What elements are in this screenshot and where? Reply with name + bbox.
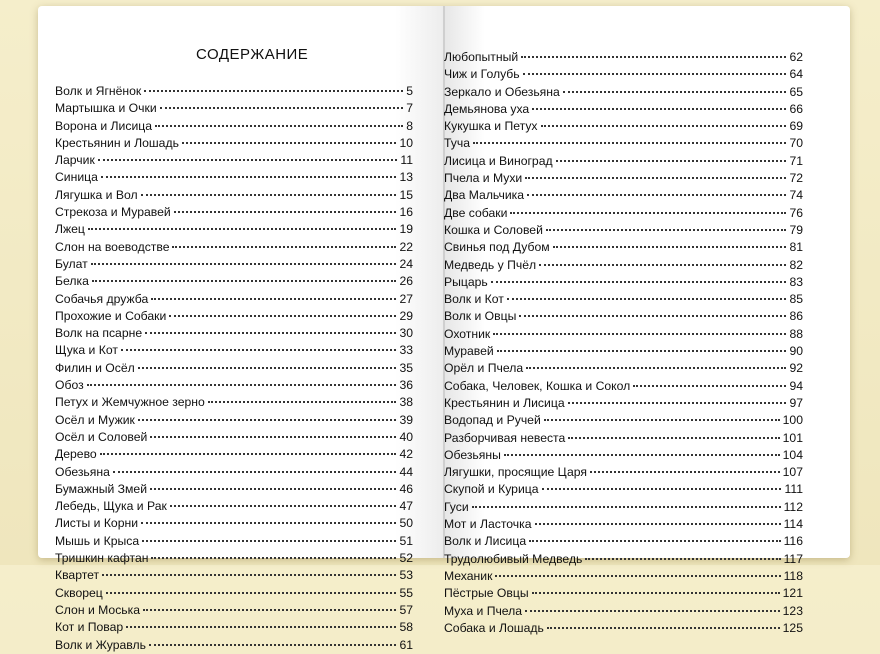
toc-entry-title: Водопад и Ручей xyxy=(444,413,541,428)
toc-entry xyxy=(444,66,803,83)
toc-dot-leader xyxy=(491,281,787,283)
toc-entry xyxy=(444,49,803,66)
toc-dot-leader xyxy=(546,229,787,231)
toc-entry xyxy=(444,291,803,308)
toc-entry-page: 121 xyxy=(782,586,803,601)
toc-entry-page: 35 xyxy=(399,360,413,375)
toc-dot-leader xyxy=(525,177,786,179)
toc-entry xyxy=(55,464,413,481)
toc-entry-title: Обезьяны xyxy=(444,447,501,462)
toc-entry-page: 52 xyxy=(399,551,413,566)
toc-entry xyxy=(55,429,413,446)
toc-entry xyxy=(444,274,803,291)
toc-entry xyxy=(444,239,803,256)
toc-entry-title: Мартышка и Очки xyxy=(55,101,157,116)
toc-dot-leader xyxy=(143,609,396,611)
toc-entry-page: 36 xyxy=(399,378,413,393)
toc-entry-page: 42 xyxy=(399,447,413,462)
toc-dot-leader xyxy=(138,367,397,369)
toc-entry-title: Пёстрые Овцы xyxy=(444,586,529,601)
toc-dot-leader xyxy=(507,298,787,300)
toc-dot-leader xyxy=(174,211,397,213)
toc-dot-leader xyxy=(160,107,404,109)
toc-entry-title: Пчела и Мухи xyxy=(444,171,523,186)
toc-dot-leader xyxy=(150,488,396,490)
toc-entry-page: 104 xyxy=(782,447,803,462)
toc-dot-leader xyxy=(88,228,397,230)
toc-entry xyxy=(55,394,413,411)
toc-entry-page: 70 xyxy=(789,136,803,151)
toc-entry-page: 76 xyxy=(789,205,803,220)
toc-entry-page: 33 xyxy=(399,343,413,358)
toc-dot-leader xyxy=(101,176,397,178)
toc-entry xyxy=(444,135,803,152)
toc-entry-page: 15 xyxy=(399,187,413,202)
toc-entry-title: Гуси xyxy=(444,499,469,514)
toc-entry-page: 88 xyxy=(789,326,803,341)
toc-entry-title: Трудолюбивый Медведь xyxy=(444,551,583,566)
toc-dot-leader xyxy=(87,384,397,386)
toc-entry-page: 30 xyxy=(399,326,413,341)
toc-entry-page: 13 xyxy=(399,170,413,185)
toc-entry-page: 55 xyxy=(399,585,413,600)
toc-entry-page: 85 xyxy=(789,292,803,307)
toc-entry-page: 100 xyxy=(782,413,803,428)
toc-entry-page: 71 xyxy=(789,153,803,168)
toc-entry-page: 5 xyxy=(406,84,413,98)
toc-entry xyxy=(444,101,803,118)
toc-entry xyxy=(444,222,803,239)
toc-entry-title: Кошка и Соловей xyxy=(444,222,543,237)
toc-dot-leader xyxy=(182,142,397,144)
toc-entry-title: Щука и Кот xyxy=(55,343,118,358)
toc-entry-page: 83 xyxy=(789,274,803,289)
toc-entry-title: Скупой и Курица xyxy=(444,482,539,497)
toc-list-left xyxy=(55,83,413,654)
toc-entry-title: Два Мальчика xyxy=(444,188,525,203)
toc-entry-title: Волк на псарне xyxy=(55,326,143,341)
toc-dot-leader xyxy=(144,90,403,92)
toc-entry-title: Кукушка и Петух xyxy=(444,119,538,134)
toc-entry-title: Мышь и Крыса xyxy=(55,533,140,548)
toc-dot-leader xyxy=(145,332,396,334)
toc-entry-title: Дерево xyxy=(55,447,97,462)
toc-entry-title: Мот и Ласточка xyxy=(444,517,532,532)
toc-entry-title: Стрекоза и Муравей xyxy=(55,205,171,220)
toc-entry xyxy=(55,481,413,498)
toc-entry xyxy=(55,100,413,117)
toc-dot-leader xyxy=(172,246,396,248)
toc-entry xyxy=(55,446,413,463)
toc-entry-page: 10 xyxy=(399,135,413,150)
toc-dot-leader xyxy=(113,471,397,473)
toc-entry xyxy=(55,377,413,394)
toc-entry-page: 62 xyxy=(789,50,803,64)
toc-dot-leader xyxy=(121,349,397,351)
toc-entry xyxy=(55,308,413,325)
toc-dot-leader xyxy=(149,644,396,646)
toc-entry-page: 53 xyxy=(399,568,413,583)
toc-entry xyxy=(444,620,803,637)
toc-entry-title: Зеркало и Обезьяна xyxy=(444,84,560,99)
toc-entry-page: 16 xyxy=(399,205,413,220)
toc-entry xyxy=(444,205,803,222)
toc-entry xyxy=(55,412,413,429)
toc-entry xyxy=(55,619,413,636)
toc-entry-title: Лжец xyxy=(55,222,85,237)
toc-dot-leader xyxy=(91,263,397,265)
toc-entry xyxy=(55,291,413,308)
toc-dot-leader xyxy=(529,540,780,542)
toc-dot-leader xyxy=(556,160,787,162)
toc-entry-page: 101 xyxy=(782,430,803,445)
toc-dot-leader xyxy=(568,437,779,439)
toc-entry-page: 112 xyxy=(783,499,803,514)
toc-dot-leader xyxy=(100,453,397,455)
toc-dot-leader xyxy=(547,627,780,629)
toc-dot-leader xyxy=(544,419,780,421)
toc-entry xyxy=(55,239,413,256)
toc-entry-title: Тришкин кафтан xyxy=(55,551,149,566)
toc-entry-page: 50 xyxy=(399,516,413,531)
toc-entry-title: Туча xyxy=(444,136,470,151)
toc-entry-page: 82 xyxy=(789,257,803,272)
toc-dot-leader xyxy=(155,125,403,127)
toc-entry-title: Медведь у Пчёл xyxy=(444,257,537,272)
toc-entry-title: Демьянова уха xyxy=(444,101,530,116)
toc-entry-title: Кот и Повар xyxy=(55,620,124,635)
toc-entry xyxy=(55,118,413,135)
toc-entry xyxy=(55,567,413,584)
toc-entry-title: Чиж и Голубь xyxy=(444,67,520,82)
toc-dot-leader xyxy=(590,471,780,473)
toc-dot-leader xyxy=(473,142,786,144)
toc-entry-title: Листы и Корни xyxy=(55,516,139,531)
toc-entry-title: Волк и Лисица xyxy=(444,534,527,549)
toc-entry xyxy=(444,447,803,464)
toc-dot-leader xyxy=(568,402,787,404)
toc-entry-title: Разборчивая невеста xyxy=(444,430,566,445)
toc-entry-page: 19 xyxy=(399,222,413,237)
toc-dot-leader xyxy=(208,401,397,403)
toc-dot-leader xyxy=(527,194,786,196)
toc-dot-leader xyxy=(497,350,787,352)
toc-entry-title: Волк и Ягнёнок xyxy=(55,84,142,98)
toc-dot-leader xyxy=(539,264,786,266)
toc-dot-leader xyxy=(542,488,782,490)
toc-entry-title: Лебедь, Щука и Рак xyxy=(55,499,167,514)
toc-entry-page: 66 xyxy=(789,101,803,116)
toc-entry-title: Ларчик xyxy=(55,153,95,168)
toc-entry xyxy=(55,602,413,619)
toc-entry-page: 125 xyxy=(782,620,803,635)
toc-entry xyxy=(444,533,803,550)
toc-dot-leader xyxy=(126,626,396,628)
toc-entry-page: 39 xyxy=(399,412,413,427)
toc-entry xyxy=(55,256,413,273)
toc-entry xyxy=(444,499,803,516)
toc-dot-leader xyxy=(151,557,396,559)
toc-entry-title: Ворона и Лисица xyxy=(55,118,153,133)
toc-dot-leader xyxy=(169,315,396,317)
toc-dot-leader xyxy=(141,194,397,196)
toc-entry xyxy=(444,430,803,447)
toc-entry-page: 64 xyxy=(789,67,803,82)
toc-entry xyxy=(444,257,803,274)
toc-entry-page: 65 xyxy=(789,84,803,99)
toc-entry xyxy=(55,533,413,550)
toc-entry-page: 114 xyxy=(783,517,803,532)
toc-dot-leader xyxy=(526,367,786,369)
toc-entry-title: Муха и Пчела xyxy=(444,603,523,618)
toc-dot-leader xyxy=(92,280,397,282)
toc-entry-page: 26 xyxy=(399,274,413,289)
toc-entry-page: 72 xyxy=(789,171,803,186)
toc-dot-leader xyxy=(138,419,397,421)
toc-dot-leader xyxy=(141,522,396,524)
toc-dot-leader xyxy=(585,558,780,560)
toc-dot-leader xyxy=(553,246,787,248)
toc-entry xyxy=(444,153,803,170)
toc-entry-page: 97 xyxy=(789,395,803,410)
toc-entry-page: 57 xyxy=(399,602,413,617)
toc-entry-title: Синица xyxy=(55,170,98,185)
toc-entry-title: Осёл и Мужик xyxy=(55,412,135,427)
toc-entry xyxy=(444,412,803,429)
toc-entry xyxy=(55,360,413,377)
toc-entry xyxy=(55,273,413,290)
toc-entry-title: Слон на воеводстве xyxy=(55,239,170,254)
toc-entry-title: Скворец xyxy=(55,585,103,600)
toc-entry xyxy=(55,221,413,238)
toc-entry xyxy=(55,637,413,654)
toc-entry-page: 38 xyxy=(399,395,413,410)
toc-dot-leader xyxy=(523,73,787,75)
toc-entry-page: 44 xyxy=(399,464,413,479)
toc-entry-title: Прохожие и Собаки xyxy=(55,308,167,323)
toc-dot-leader xyxy=(510,212,786,214)
toc-entry-page: 58 xyxy=(399,620,413,635)
toc-entry xyxy=(55,204,413,221)
toc-dot-leader xyxy=(532,108,786,110)
toc-entry-title: Орёл и Пчела xyxy=(444,361,524,376)
toc-entry-page: 118 xyxy=(783,568,803,583)
toc-entry xyxy=(55,135,413,152)
toc-entry xyxy=(55,83,413,100)
toc-entry-page: 29 xyxy=(399,308,413,323)
toc-dot-leader xyxy=(472,506,781,508)
toc-entry xyxy=(444,343,803,360)
toc-entry-title: Две собаки xyxy=(444,205,508,220)
toc-entry-title: Собачья дружба xyxy=(55,291,149,306)
toc-entry-title: Муравей xyxy=(444,344,494,359)
toc-dot-leader xyxy=(541,125,787,127)
toc-entry-page: 8 xyxy=(406,118,413,133)
toc-entry-title: Лягушка и Вол xyxy=(55,187,138,202)
toc-entry-page: 61 xyxy=(399,637,413,652)
toc-entry-title: Осёл и Соловей xyxy=(55,429,148,444)
toc-entry-page: 90 xyxy=(789,344,803,359)
toc-entry-page: 47 xyxy=(399,499,413,514)
toc-entry xyxy=(444,187,803,204)
toc-entry-title: Любопытный xyxy=(444,50,519,64)
toc-entry-title: Бумажный Змей xyxy=(55,481,148,496)
toc-entry-page: 94 xyxy=(789,378,803,393)
toc-dot-leader xyxy=(521,56,786,58)
toc-entry xyxy=(55,169,413,186)
toc-entry-page: 74 xyxy=(789,188,803,203)
toc-entry xyxy=(444,84,803,101)
toc-dot-leader xyxy=(106,592,397,594)
toc-entry-page: 24 xyxy=(399,256,413,271)
page-title: СОДЕРЖАНИЕ xyxy=(196,46,309,63)
toc-entry-title: Обезьяна xyxy=(55,464,110,479)
toc-entry xyxy=(55,585,413,602)
toc-entry xyxy=(444,170,803,187)
toc-entry xyxy=(55,342,413,359)
toc-entry-title: Обоз xyxy=(55,378,84,393)
toc-entry xyxy=(444,603,803,620)
toc-entry-title: Лисица и Виноград xyxy=(444,153,553,168)
toc-entry xyxy=(55,187,413,204)
toc-entry-page: 69 xyxy=(789,119,803,134)
toc-entry-page: 92 xyxy=(789,361,803,376)
toc-entry-title: Рыцарь xyxy=(444,274,488,289)
toc-entry xyxy=(444,378,803,395)
toc-entry-title: Лягушки, просящие Царя xyxy=(444,465,587,480)
toc-entry-page: 27 xyxy=(399,291,413,306)
toc-dot-leader xyxy=(102,574,396,576)
toc-dot-leader xyxy=(532,592,780,594)
toc-entry xyxy=(444,360,803,377)
toc-entry-title: Собака и Лошадь xyxy=(444,620,544,635)
toc-entry-page: 11 xyxy=(400,153,413,168)
toc-entry-page: 46 xyxy=(399,481,413,496)
toc-dot-leader xyxy=(142,540,396,542)
toc-entry-title: Петух и Жемчужное зерно xyxy=(55,395,205,410)
toc-entry xyxy=(444,516,803,533)
toc-entry xyxy=(55,498,413,515)
toc-dot-leader xyxy=(495,575,780,577)
toc-entry-page: 81 xyxy=(789,240,803,255)
toc-entry-page: 7 xyxy=(406,101,413,116)
toc-entry-page: 86 xyxy=(789,309,803,324)
toc-entry xyxy=(55,515,413,532)
toc-entry xyxy=(55,152,413,169)
toc-entry-title: Булат xyxy=(55,256,88,271)
toc-dot-leader xyxy=(633,385,786,387)
toc-entry xyxy=(444,481,803,498)
toc-entry-page: 116 xyxy=(783,534,803,549)
toc-dot-leader xyxy=(519,315,786,317)
toc-dot-leader xyxy=(493,333,786,335)
toc-entry xyxy=(444,308,803,325)
toc-entry-title: Механик xyxy=(444,568,493,583)
toc-entry xyxy=(444,395,803,412)
toc-entry-page: 51 xyxy=(399,533,413,548)
toc-entry-title: Волк и Овцы xyxy=(444,309,517,324)
toc-entry-title: Охотник xyxy=(444,326,491,341)
toc-dot-leader xyxy=(535,523,781,525)
toc-entry-title: Крестьянин и Лисица xyxy=(444,395,565,410)
toc-entry-page: 79 xyxy=(789,222,803,237)
toc-entry-page: 111 xyxy=(784,482,803,497)
toc-entry-page: 107 xyxy=(782,465,803,480)
toc-dot-leader xyxy=(150,436,396,438)
toc-dot-leader xyxy=(504,454,780,456)
toc-entry-title: Слон и Моська xyxy=(55,602,141,617)
toc-entry-page: 117 xyxy=(783,551,803,566)
toc-entry-title: Белка xyxy=(55,274,89,289)
toc-entry-title: Волк и Кот xyxy=(444,292,504,307)
toc-entry xyxy=(444,551,803,568)
toc-dot-leader xyxy=(151,298,396,300)
toc-dot-leader xyxy=(563,91,787,93)
toc-entry-title: Свинья под Дубом xyxy=(444,240,550,255)
toc-entry xyxy=(444,568,803,585)
toc-list-right xyxy=(444,49,803,637)
toc-dot-leader xyxy=(525,610,780,612)
toc-entry xyxy=(444,464,803,481)
toc-entry-title: Собака, Человек, Кошка и Сокол xyxy=(444,378,631,393)
toc-entry xyxy=(55,325,413,342)
toc-entry-page: 22 xyxy=(399,239,413,254)
toc-entry xyxy=(444,118,803,135)
toc-entry xyxy=(444,326,803,343)
toc-entry-title: Филин и Осёл xyxy=(55,360,135,375)
toc-entry-page: 123 xyxy=(782,603,803,618)
toc-entry xyxy=(444,585,803,602)
toc-entry-title: Крестьянин и Лошадь xyxy=(55,135,179,150)
toc-dot-leader xyxy=(170,505,397,507)
toc-entry-page: 40 xyxy=(399,429,413,444)
toc-dot-leader xyxy=(98,159,398,161)
toc-entry-title: Квартет xyxy=(55,568,100,583)
toc-entry-title: Волк и Журавль xyxy=(55,637,146,652)
